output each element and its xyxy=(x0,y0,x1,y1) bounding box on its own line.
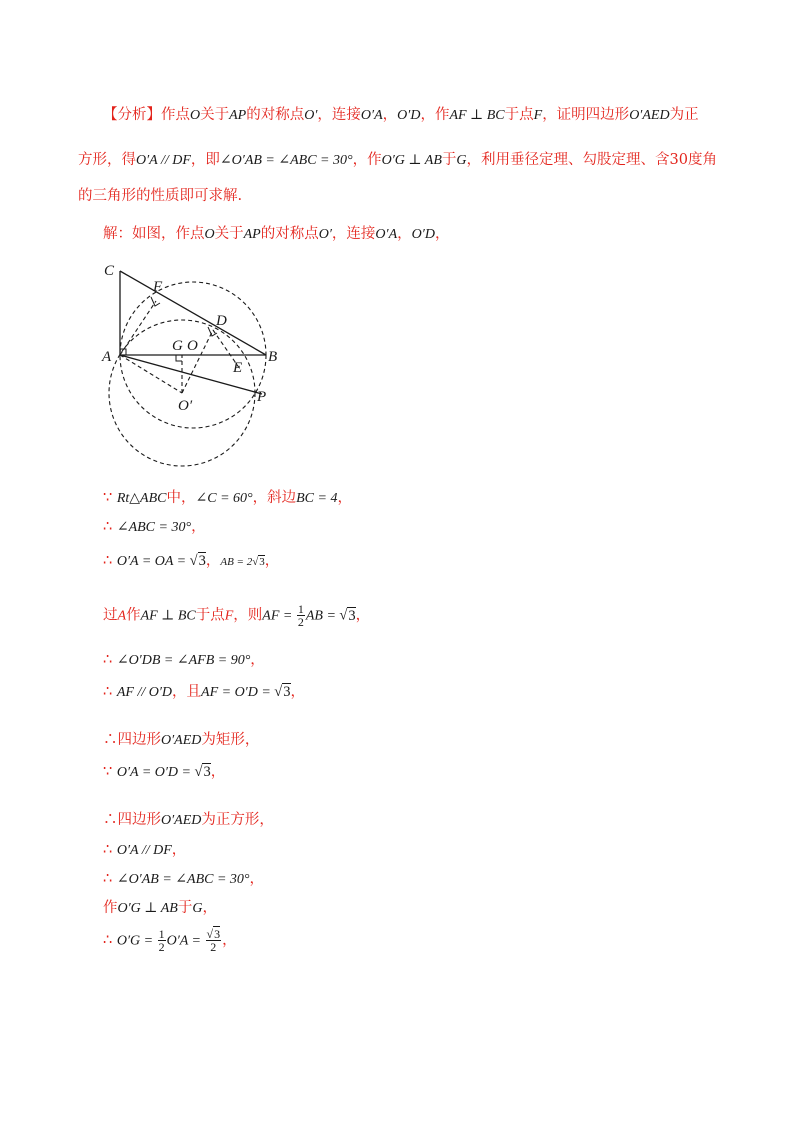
text-run-6: ，连接 xyxy=(317,107,361,123)
text-run-4: 的对称点 xyxy=(246,107,305,123)
text-run-4: ，作 xyxy=(352,152,382,168)
step-8-eq: O′A = O′D = xyxy=(116,765,195,780)
math-run-13: F xyxy=(533,108,543,123)
text-run-2: 关于 xyxy=(214,226,244,242)
step-4-ab: AB = xyxy=(305,608,340,624)
text-run-6: ，连接 xyxy=(331,226,376,242)
step-4-text-a: 于点 xyxy=(195,607,225,624)
text-run-0: ∴四边形 xyxy=(103,732,161,748)
math-run-3: G xyxy=(192,901,203,916)
text-run-0: ∴四边形 xyxy=(103,812,161,828)
text-run-14: ，证明四边形 xyxy=(542,107,630,123)
text-run-8: ， xyxy=(382,107,398,123)
step-3-comma2: ， xyxy=(264,553,280,569)
step-1-runs xyxy=(103,490,352,506)
text-run-2: 为正方形， xyxy=(201,812,274,828)
label-b: B xyxy=(268,349,278,365)
math-run-7: G xyxy=(456,153,467,168)
math-run-3: ∠O′AB = ∠ABC = 30° xyxy=(219,153,353,168)
step-9 xyxy=(103,808,274,829)
analysis-line-2-runs xyxy=(78,152,717,168)
math-run-1: ∠O′AB = ∠ABC = 30° xyxy=(116,872,250,887)
math-run-9: O′D xyxy=(411,227,435,242)
step-6-prefix: ∴ xyxy=(103,684,117,700)
text-run-0: ∴ xyxy=(103,519,117,535)
right-angle-g xyxy=(176,355,182,361)
step-5-runs xyxy=(103,652,265,668)
step-6-comma: ， xyxy=(290,684,306,700)
step-13-comma: ， xyxy=(222,932,237,949)
math-run-5: O′ xyxy=(304,108,318,123)
step-3: ∴ O′A = OA = √3，AB = 2√3， xyxy=(103,553,280,569)
step-4-mid: 作 xyxy=(126,607,141,624)
step-4-comma: ， xyxy=(355,607,371,624)
math-run-5: O′ xyxy=(318,227,332,242)
step-2-runs xyxy=(103,519,206,535)
analysis-line-1-runs xyxy=(161,107,699,123)
text-run-2: ，即 xyxy=(190,152,220,168)
step-10 xyxy=(103,838,186,859)
step-13-fraction-1: $\frac{1}{2}$ xyxy=(158,927,165,954)
step-4-fraction: $\frac{1}{2}$ xyxy=(297,602,304,629)
text-run-0: ∴ xyxy=(103,871,117,887)
label-p: P xyxy=(257,389,267,405)
math-run-5: O′G ⊥ AB xyxy=(381,153,442,168)
step-7 xyxy=(103,728,259,749)
step-3-comma1: ， xyxy=(205,553,221,569)
text-run-2: 关于 xyxy=(200,107,230,123)
step-6-eq: AF = O′D = xyxy=(201,685,275,700)
math-run-1: O′AED xyxy=(161,813,202,828)
analysis-line-2 xyxy=(78,148,717,169)
text-run-2: ， xyxy=(191,519,206,535)
text-run-4: ， xyxy=(202,900,217,916)
text-run-2: ， xyxy=(171,842,187,858)
text-run-4: ，斜边 xyxy=(252,490,297,506)
step-11 xyxy=(103,867,264,888)
text-run-10: ，作 xyxy=(420,107,450,123)
step-4-point-a: A xyxy=(117,608,127,624)
math-run-5: BC = 4 xyxy=(296,491,338,506)
text-run-0: 方形，得 xyxy=(78,152,136,168)
step-3-prefix: ∴ xyxy=(103,553,117,569)
step-12-runs xyxy=(103,900,217,916)
step-8-sqrt: 3 xyxy=(203,764,211,780)
math-run-3: ∠C = 60° xyxy=(195,491,253,506)
label-o: O xyxy=(187,338,198,354)
step-11-runs xyxy=(103,871,264,887)
step-12 xyxy=(103,896,217,917)
step-3-eq2: AB = 2 xyxy=(220,556,253,568)
math-run-1: ∠O′DB = ∠AFB = 90° xyxy=(116,653,251,668)
text-run-2: 中， xyxy=(166,490,196,506)
text-run-0: 作点 xyxy=(161,107,190,123)
text-run-6: ， xyxy=(337,490,352,506)
math-run-1: O′G ⊥ AB xyxy=(117,901,178,916)
math-run-1: O′A // DF xyxy=(136,153,191,168)
text-run-0: 作 xyxy=(103,900,118,916)
math-run-3: AP xyxy=(229,108,247,123)
text-run-4: 的对称点 xyxy=(260,226,319,242)
geometry-figure xyxy=(95,258,295,473)
step-13-og: O′G = xyxy=(116,933,157,949)
step-4-perp: AF ⊥ BC xyxy=(140,608,196,624)
step-3-eq1: O′A = OA = xyxy=(116,554,190,569)
text-run-10: ， xyxy=(434,226,450,242)
step-8-comma: ， xyxy=(210,764,226,780)
analysis-bracket-label: 【分析】 xyxy=(103,107,161,123)
math-run-11: AF ⊥ BC xyxy=(449,108,505,123)
analysis-line-3: 的三角形的性质即可求解. xyxy=(78,188,243,204)
step-1 xyxy=(103,486,352,507)
math-run-15: O′AED xyxy=(629,108,670,123)
math-run-1: O′AED xyxy=(161,733,202,748)
text-run-12: 于点 xyxy=(504,107,534,123)
solution-intro xyxy=(103,222,449,243)
label-e: E xyxy=(233,360,243,376)
step-3-sqrt2: 3 xyxy=(259,556,265,568)
text-run-2: ， xyxy=(250,652,265,668)
step-10-runs xyxy=(103,842,186,858)
math-run-3: AP xyxy=(243,227,261,242)
step-4-prefix: 过 xyxy=(103,607,118,624)
text-run-2: ， xyxy=(249,871,265,887)
text-run-16: 为正 xyxy=(669,107,699,123)
label-c: C xyxy=(104,263,115,279)
step-4-point-f: F xyxy=(224,608,234,624)
step-6: ∴ AF // O′D，且AF = O′D = √3， xyxy=(103,684,306,700)
math-run-1: O xyxy=(190,108,201,123)
math-run-1: O xyxy=(204,227,215,242)
step-4-sqrt: 3 xyxy=(348,607,356,624)
analysis-line-1 xyxy=(103,103,699,124)
step-6-and: ，且 xyxy=(172,684,202,700)
text-run-0: ∴ xyxy=(103,652,117,668)
math-run-1: ∠ABC = 30° xyxy=(116,520,192,535)
step-5 xyxy=(103,648,265,669)
text-run-0: ∴ xyxy=(103,842,117,858)
math-run-9: O′D xyxy=(397,108,421,123)
text-run-0: ∵ xyxy=(103,490,117,506)
text-run-0: 解：如图，作点 xyxy=(103,226,205,242)
math-run-1: O′A // DF xyxy=(116,843,172,858)
label-d: D xyxy=(216,313,227,329)
step-2 xyxy=(103,515,206,536)
step-9-runs xyxy=(103,812,274,828)
text-run-2: 于 xyxy=(177,900,193,916)
step-6-parallel: AF // O′D xyxy=(116,685,173,700)
label-oprime: O′ xyxy=(178,398,193,414)
step-13-fraction-2: $\frac{√3}{2}$ xyxy=(206,927,221,954)
step-13 xyxy=(103,928,237,953)
text-run-8: ， xyxy=(397,226,412,242)
step-13-oa: O′A = xyxy=(166,933,205,949)
label-a: A xyxy=(102,349,112,365)
step-7-runs xyxy=(103,732,259,748)
text-run-2: 为矩形， xyxy=(201,732,260,748)
math-run-1: Rt△ABC xyxy=(116,491,167,506)
step-13-prefix: ∴ xyxy=(103,932,117,949)
solution-intro-runs xyxy=(103,226,449,242)
label-g: G xyxy=(172,338,183,354)
step-4-text-b: ，则 xyxy=(233,607,263,624)
math-run-7: O′A xyxy=(375,227,398,242)
text-run-6: 于 xyxy=(441,152,457,168)
label-f: F xyxy=(153,279,163,295)
step-8: ∵ O′A = O′D = √3， xyxy=(103,764,226,780)
step-6-sqrt: 3 xyxy=(283,684,291,700)
text-run-8: ，利用垂径定理、勾股定理、含30度角 xyxy=(466,152,717,168)
step-4-af: AF = xyxy=(262,608,296,624)
step-8-prefix: ∵ xyxy=(103,764,117,780)
step-3-sqrt1: 3 xyxy=(198,553,206,569)
segment-af xyxy=(120,301,156,355)
segment-aoprime xyxy=(120,355,182,393)
math-run-7: O′A xyxy=(360,108,383,123)
step-4: 过A作AF ⊥ BC于点F，则AF = $\frac{1}{2}$ AB = √3， xyxy=(103,602,371,629)
